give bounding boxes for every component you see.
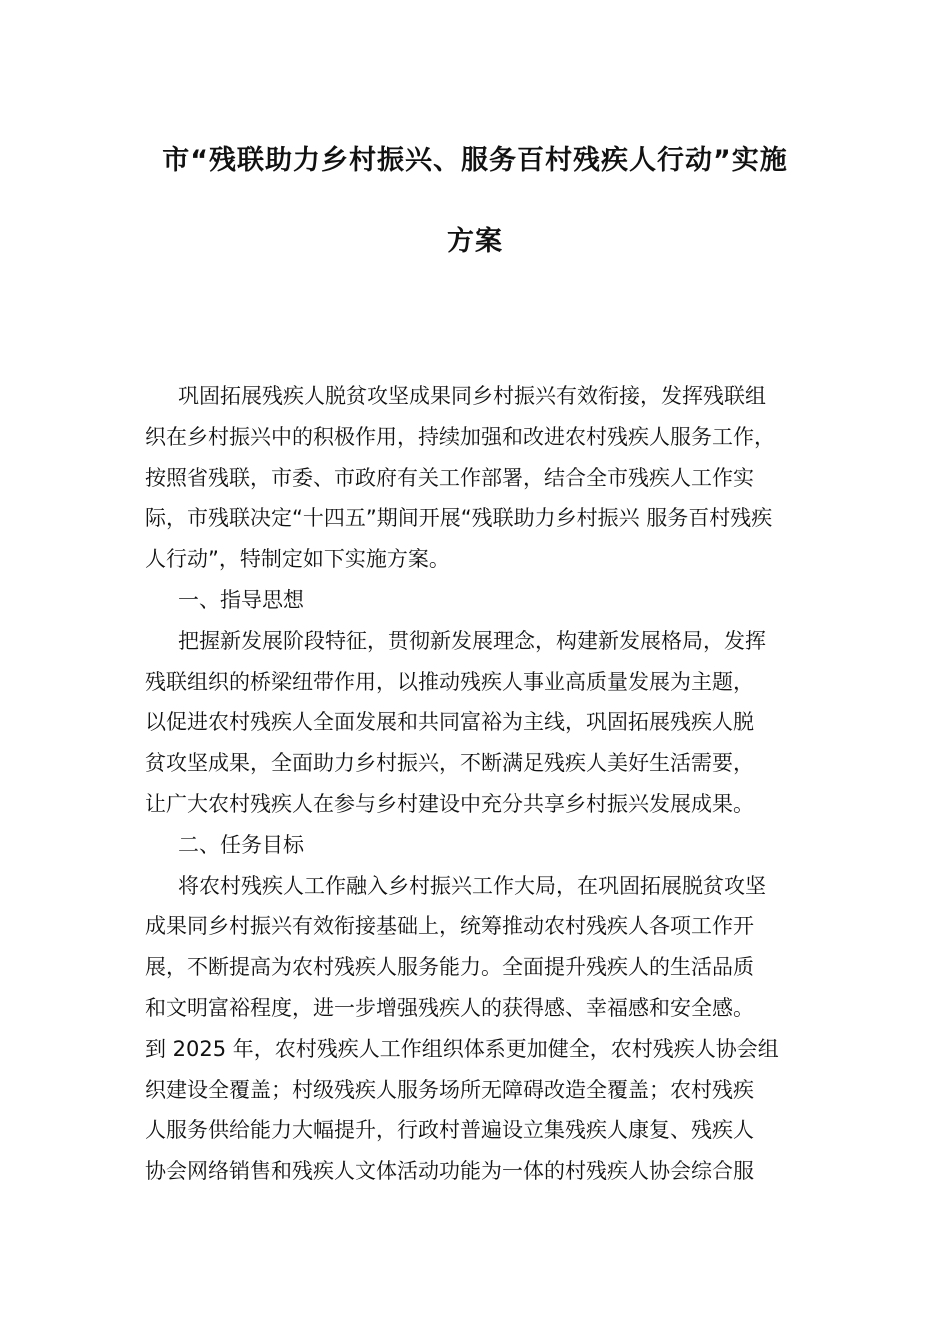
paragraph-line: 残联组织的桥梁纽带作用，以推动残疾人事业高质量发展为主题， <box>145 669 754 694</box>
paragraph-line: 成果同乡村振兴有效衔接基础上，统筹推动农村残疾人各项工作开 <box>145 914 754 939</box>
paragraph-line: 织在乡村振兴中的积极作用，持续加强和改进农村残疾人服务工作， <box>145 424 775 449</box>
paragraph-line: 以促进农村残疾人全面发展和共同富裕为主线，巩固拓展残疾人脱 <box>145 710 754 735</box>
paragraph-line: 将农村残疾人工作融入乡村振兴工作大局，在巩固拓展脱贫攻坚 <box>178 873 766 898</box>
document-title: 市“残联助力乡村振兴、服务百村残疾人行动”实施 <box>162 145 788 176</box>
paragraph-line: 人行动”，特制定如下实施方案。 <box>145 547 450 572</box>
document-title-continued: 方案 <box>447 226 503 257</box>
paragraph-line: 把握新发展阶段特征，贯彻新发展理念，构建新发展格局，发挥 <box>178 628 766 653</box>
paragraph-line: 协会网络销售和残疾人文体活动功能为一体的村残疾人协会综合服 <box>145 1159 754 1184</box>
section-heading-guiding-thought: 一、指导思想 <box>178 587 304 612</box>
paragraph-line: 展，不断提高为农村残疾人服务能力。全面提升残疾人的生活品质 <box>145 955 754 980</box>
paragraph-line: 际，市残联决定“十四五”期间开展“残联助力乡村振兴 服务百村残疾 <box>145 506 773 531</box>
paragraph-line: 贫攻坚成果，全面助力乡村振兴，不断满足残疾人美好生活需要， <box>145 751 754 776</box>
section-heading-task-goals: 二、任务目标 <box>178 832 304 857</box>
paragraph-line: 让广大农村残疾人在参与乡村建设中充分共享乡村振兴发展成果。 <box>145 791 754 816</box>
paragraph-line: 按照省残联，市委、市政府有关工作部署，结合全市残疾人工作实 <box>145 465 754 490</box>
paragraph-line: 和文明富裕程度，进一步增强残疾人的获得感、幸福感和安全感。 <box>145 995 754 1020</box>
document-body <box>145 376 825 1192</box>
paragraph-line: 织建设全覆盖；村级残疾人服务场所无障碍改造全覆盖；农村残疾 <box>145 1077 754 1102</box>
paragraph-line: 巩固拓展残疾人脱贫攻坚成果同乡村振兴有效衔接，发挥残联组 <box>178 384 766 408</box>
paragraph-line: 到 2025 年，农村残疾人工作组织体系更加健全，农村残疾人协会组 <box>145 1036 779 1061</box>
paragraph-line: 人服务供给能力大幅提升，行政村普遍设立集残疾人康复、残疾人 <box>145 1118 754 1143</box>
